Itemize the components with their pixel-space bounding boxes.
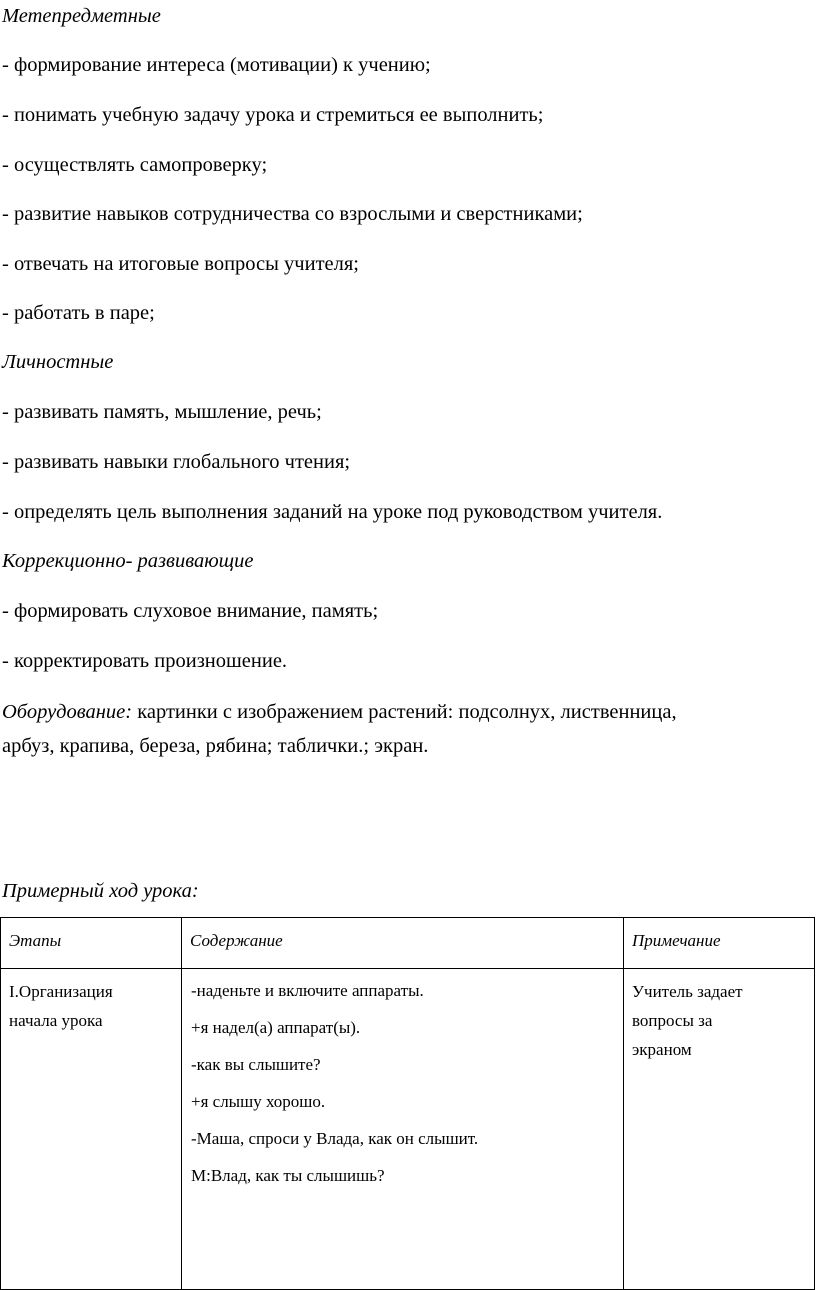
dialogue-line: +я надел(а) аппарат(ы).	[191, 1018, 361, 1037]
lesson-plan-table	[0, 917, 815, 1290]
correctional-heading: Коррекционно- развивающие	[2, 550, 254, 572]
correctional-item: - корректировать произношение.	[2, 650, 288, 672]
metasubject-heading: Метепредметные	[2, 5, 161, 27]
personal-item: - развивать память, мышление, речь;	[2, 401, 322, 423]
stage-text: I.Организация	[9, 982, 113, 1001]
stage-cell	[1, 969, 182, 1290]
dialogue-line: +я слышу хорошо.	[191, 1092, 326, 1111]
note-text: вопросы за	[632, 1011, 713, 1030]
content-cell	[182, 969, 624, 1290]
dialogue-line: М:Влад, как ты слышишь?	[191, 1166, 385, 1185]
personal-item: - развивать навыки глобального чтения;	[2, 451, 351, 473]
equipment-label: Оборудование:	[2, 701, 133, 723]
dialogue-line: -как вы слышите?	[191, 1055, 321, 1074]
note-text: Учитель задает	[632, 982, 743, 1001]
personal-item: - определять цель выполнения заданий на уроке под руководством учителя.	[2, 501, 663, 523]
column-header-content: Содержание	[182, 918, 624, 969]
dialogue-line: -наденьте и включите аппараты.	[191, 981, 424, 1000]
lesson-plan-heading: Примерный ход урока:	[2, 880, 199, 902]
stage-text: начала урока	[9, 1011, 103, 1030]
metasubject-item: - формирование интереса (мотивации) к учению;	[2, 54, 431, 76]
note-text: экраном	[632, 1040, 692, 1059]
note-cell	[624, 969, 815, 1290]
metasubject-item: - развитие навыков сотрудничества со взрослыми и сверстниками;	[2, 203, 583, 225]
table-row	[1, 969, 815, 1290]
dialogue-line: -Маша, спроси у Влада, как он слышит.	[191, 1129, 479, 1148]
metasubject-item: - осуществлять самопроверку;	[2, 154, 268, 176]
metasubject-item: - отвечать на итоговые вопросы учителя;	[2, 253, 359, 275]
personal-heading: Личностные	[2, 351, 114, 373]
table-header-row	[1, 918, 815, 969]
column-header-notes: Примечание	[624, 918, 815, 969]
equipment-text: картинки с изображением растений: подсолнух, лиственница,	[132, 701, 677, 723]
equipment-text-continued: арбуз, крапива, береза, рябина; таблички.; экран.	[2, 735, 429, 757]
equipment-line	[2, 700, 677, 724]
correctional-item: - формировать слуховое внимание, память;	[2, 600, 379, 622]
column-header-stages: Этапы	[1, 918, 182, 969]
metasubject-item: - работать в паре;	[2, 302, 155, 324]
metasubject-item: - понимать учебную задачу урока и стремиться ее выполнить;	[2, 104, 544, 126]
